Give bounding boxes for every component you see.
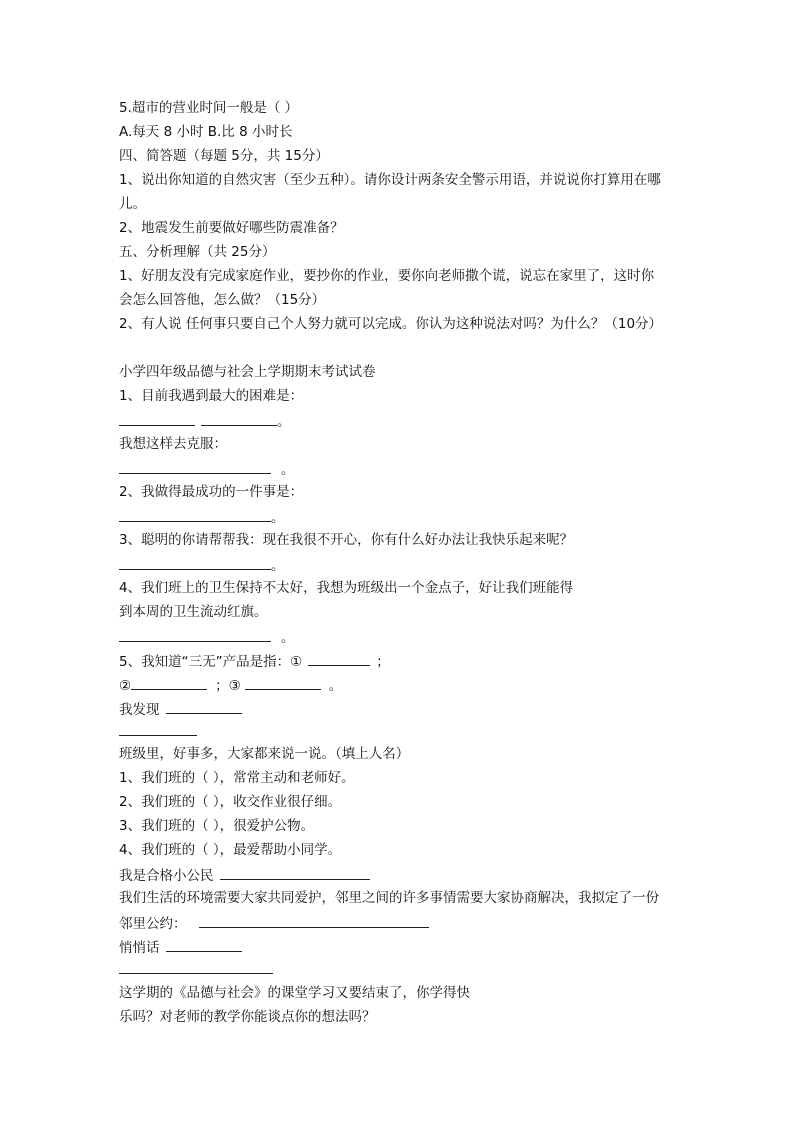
answer-blank[interactable] [308,651,370,666]
part-5-question-2: 2、有人说 任何事只要自己个人努力就可以完成。你认为这种说法对吗？为什么？（10分） [119,316,663,332]
class-item: 1、我们班的（ ），常常主动和老师好。 [119,770,355,786]
part-4-question-2: 2、地震发生前要做好哪些防震准备？ [119,220,344,236]
exam-title: 小学四年级品德与社会上学期期末考试试卷 [119,364,376,380]
answer-blank[interactable] [166,937,242,952]
period: 。 [271,558,285,574]
answer-blank[interactable] [166,699,242,714]
answer-blank[interactable] [201,411,277,426]
whisper-label: 悄悄话 [119,940,160,956]
class-section-title: 班级里，好事多，大家都来说一说。（填上人名） [119,746,410,762]
part-4-question-1-line-1: 1、说出你知道的自然灾害（至少五种）。请你设计两条安全警示用语，并说说你打算用在哪 [119,172,661,188]
question-4-line-1: 4、我们班上的卫生保持不太好，我想为班级出一个金点子，好让我们班能得 [119,580,574,596]
part-4-title: 四、简答题（每题 5分，共 15分） [119,148,329,164]
final-question-line-2: 乐吗？对老师的教学你能谈点你的想法吗？ [119,1009,376,1025]
period: 。 [271,510,285,526]
period: 。 [277,414,291,430]
whisper-line [119,937,242,957]
question-1: 1、目前我遇到最大的困难是： [119,388,304,404]
semicolon: ； [215,678,229,694]
question-4-line-2: 到本周的卫生流动红旗。 [119,604,268,620]
question-3-answer-line [119,555,285,575]
part-5-title: 五、分析理解（共 25分） [119,244,276,260]
answer-blank[interactable] [119,459,271,474]
discover-line [119,699,242,719]
question-2-answer-line [119,507,285,527]
overcome-prompt: 我想这样去克服： [119,436,227,452]
answer-blank[interactable] [131,675,207,690]
final-question-line-1: 这学期的《品德与社会》的课堂学习又要结束了，你学得快 [119,985,470,1001]
question-2: 2、我做得最成功的一件事是： [119,484,304,500]
citizen-label: 我是合格小公民 [119,868,214,884]
period: 。 [328,678,343,694]
prev-question-5: 5.超市的营业时间一般是（ ） [119,100,299,116]
neighbor-line-1: 我们生活的环境需要大家共同爱护，邻里之间的许多事情需要大家协商解决，我拟定了一份 [119,890,659,906]
prev-question-5-options: A.每天 8 小时 B.比 8 小时长 [119,124,293,140]
question-5-answer-line [119,675,342,695]
answer-blank[interactable] [119,627,271,642]
part-5-question-1-line-2: 会怎么回答他，怎么做？（15分） [119,292,326,308]
question-4-answer-line [119,627,295,647]
answer-blank[interactable] [119,507,271,522]
circled-number-1: ① [290,654,303,670]
question-3: 3、聪明的你请帮帮我：现在我很不开心，你有什么好办法让我快乐起来呢？ [119,532,574,548]
answer-blank[interactable] [119,973,273,974]
overcome-answer-line [119,459,295,479]
question-5-text: 5、我知道“三无”产品是指： [119,654,291,670]
citizen-line [119,865,370,885]
neighbor-line-2 [119,913,429,933]
part-4-question-1-line-2: 儿。 [119,196,146,212]
period: 。 [281,462,295,478]
answer-blank[interactable] [119,555,271,570]
question-1-answer-line [119,411,291,431]
answer-blank[interactable] [220,865,370,880]
answer-blank[interactable] [245,675,321,690]
class-item: 3、我们班的（ ），很爱护公物。 [119,818,315,834]
answer-blank[interactable] [199,913,429,928]
class-item: 2、我们班的（ ），收交作业很仔细。 [119,794,342,810]
period: 。 [281,630,295,646]
circled-number-3: ③ [228,678,241,694]
class-item: 4、我们班的（ ），最爱帮助小同学。 [119,842,342,858]
answer-blank[interactable] [119,735,197,736]
question-5 [119,651,390,671]
circled-number-2: ② [119,678,132,694]
answer-blank[interactable] [119,411,195,426]
semicolon: ； [376,654,390,670]
neighbor-label: 邻里公约： [119,916,187,932]
discover-label: 我发现 [119,702,160,718]
part-5-question-1-line-1: 1、好朋友没有完成家庭作业，要抄你的作业，要你向老师撒个谎，说忘在家里了，这时你 [119,268,655,284]
